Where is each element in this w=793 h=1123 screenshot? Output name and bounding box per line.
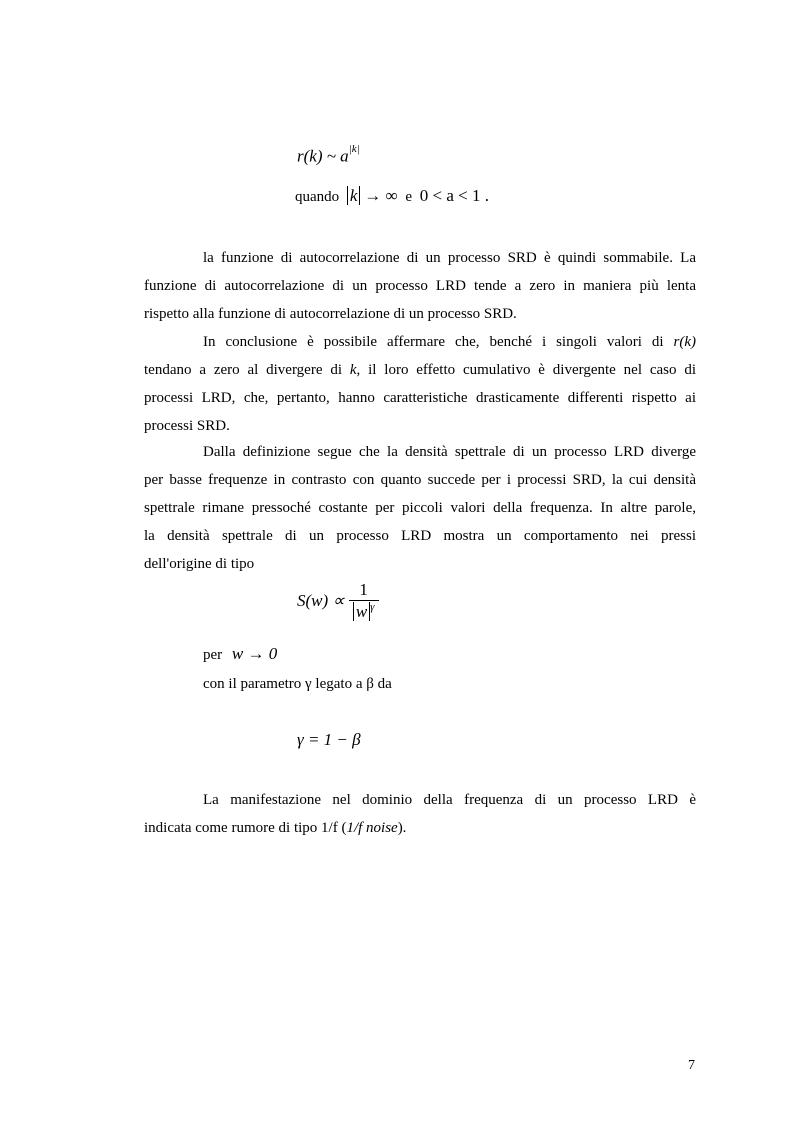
parameter-text: con il parametro γ legato a β da	[203, 676, 392, 692]
condition-word: quando	[295, 189, 340, 205]
equation2-lhs: S(w) ∝	[297, 590, 345, 610]
equation2-numerator: 1	[359, 580, 368, 599]
para2-rk: r(k)	[673, 334, 696, 350]
equation-exponent: |k|	[348, 143, 360, 155]
equation2-fraction	[349, 580, 379, 622]
per-word: per	[203, 647, 223, 663]
condition-parameter	[203, 676, 392, 693]
equation-condition	[295, 186, 489, 206]
condition-per	[203, 644, 277, 664]
para2-line2c: , il loro effetto cumulativo è divergente nel caso di	[356, 362, 696, 378]
condition-e: e	[405, 189, 413, 205]
para1-line3: rispetto alla funzione di autocorrelazione di un processo SRD.	[144, 306, 517, 322]
para4-noise: 1/f noise	[346, 820, 398, 836]
per-expr: w → 0	[231, 644, 278, 663]
para3-line5: dell'origine di tipo	[144, 556, 255, 572]
condition-k: k	[347, 186, 361, 205]
equation-gamma-beta	[297, 730, 361, 750]
para3-line4: la densità spettrale di un processo LRD mostra un comportamento nei pressi	[144, 528, 696, 544]
para3-line2: per basse frequenze in contrasto con quanto succede per i processi SRD, la cui densità	[144, 472, 696, 488]
para2-line1a: In conclusione è possibile affermare che, benché i singoli valori di	[203, 334, 664, 350]
para2-line4: processi SRD.	[144, 418, 230, 434]
para4-line2a: indicata come rumore di tipo 1/f (	[144, 820, 347, 836]
equation-lhs: r(k) ~ a	[297, 146, 349, 166]
equation2-denominator	[349, 600, 379, 622]
paragraph-3	[144, 438, 696, 578]
para1-line2: funzione di autocorrelazione di un processo LRD tende a zero in maniera più lenta	[144, 278, 696, 294]
condition-range: 0 < a < 1 .	[419, 186, 489, 205]
para2-line2a: tendano a zero al divergere di	[144, 362, 342, 378]
equation3-lhs: γ = 1 −	[297, 730, 353, 749]
paragraph-2	[144, 328, 696, 440]
equation3-beta: β	[352, 730, 361, 749]
para4-line2c: ).	[397, 820, 407, 836]
paragraph-4	[144, 786, 696, 842]
para3-line3: spettrale rimane pressoché costante per piccoli valori della frequenza. In altre parole,	[144, 500, 696, 516]
para3-line1: Dalla definizione segue che la densità spettrale di un processo LRD diverge	[203, 444, 696, 460]
para4-line1: La manifestazione nel dominio della frequenza di un processo LRD è	[203, 792, 696, 808]
equation-spectral-density	[297, 580, 379, 622]
equation2-den-exp: γ	[370, 601, 375, 613]
page-number: 7	[688, 1058, 695, 1073]
para2-line3: processi LRD, che, pertanto, hanno caratteristiche drasticamente differenti rispetto ai	[144, 390, 696, 406]
para1-line1: la funzione di autocorrelazione di un processo SRD è quindi sommabile. La	[203, 250, 696, 266]
equation2-den-w: w	[353, 602, 370, 621]
condition-arrow: → ∞	[364, 186, 398, 205]
equation-autocorrelation-srd	[297, 143, 360, 167]
paragraph-1	[144, 244, 696, 328]
para2-k: k	[349, 362, 357, 378]
